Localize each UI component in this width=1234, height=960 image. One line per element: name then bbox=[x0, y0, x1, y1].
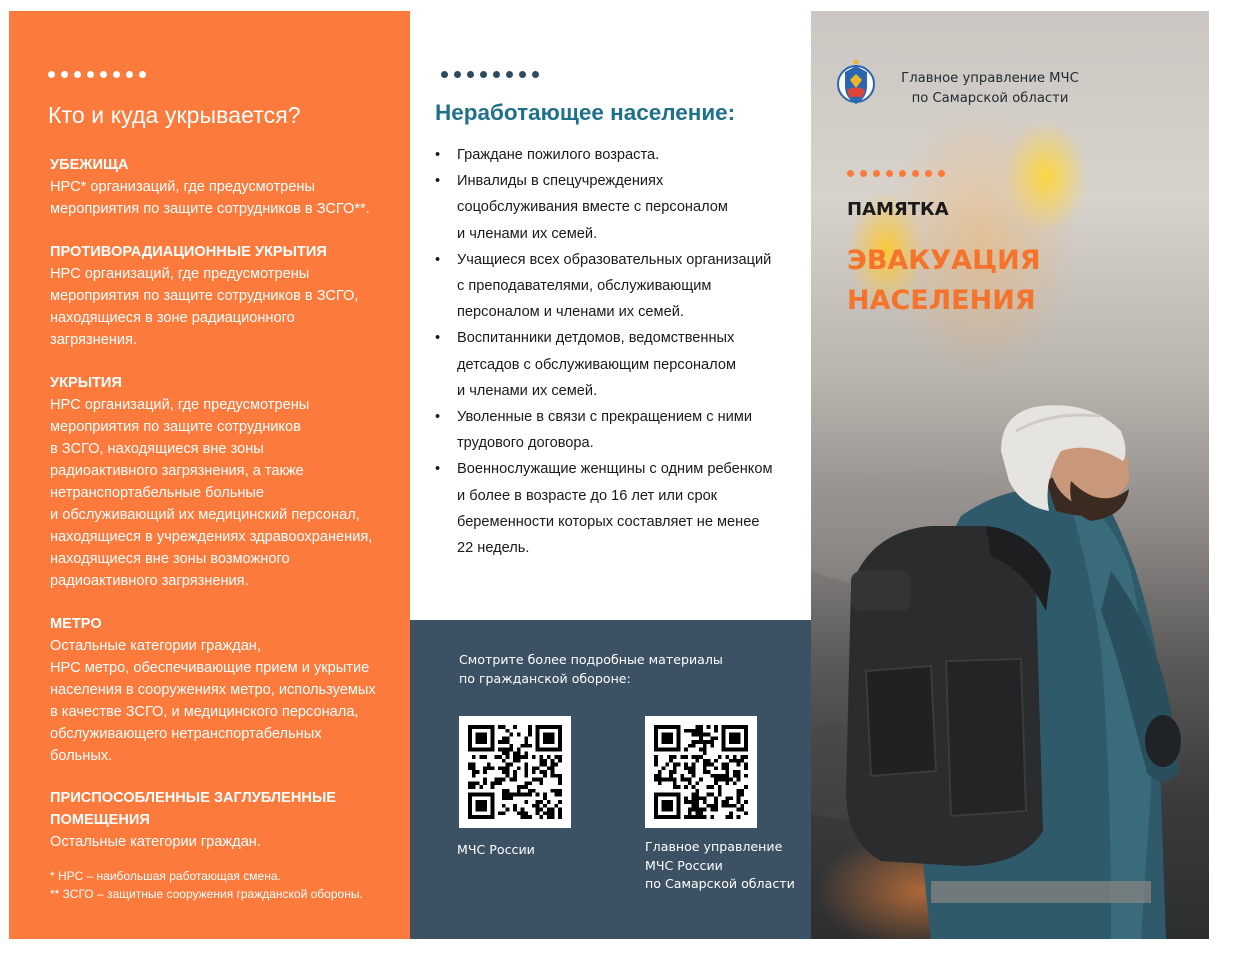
footnotes bbox=[50, 867, 363, 903]
qr-code-icon bbox=[654, 725, 748, 819]
section-text: Остальные категории граждан, НРС метро, обеспечивающие прием и укрытие населения в сооружениях метро, используемых в качестве ЗСГО, и медицинского персонала, обслуживающего нетранспортабельных больных. bbox=[50, 638, 376, 764]
decorative-dots bbox=[847, 170, 945, 177]
organization-name: Главное управление МЧС по Самарской области bbox=[901, 71, 1079, 106]
decorative-dots bbox=[441, 71, 539, 78]
section-heading: УКРЫТИЯ bbox=[50, 375, 122, 391]
left-panel-title: Кто и куда укрывается? bbox=[48, 102, 301, 128]
qr-intro-text: Смотрите более подробные материалы по гражданской обороне: bbox=[459, 652, 723, 686]
qr-caption: МЧС России bbox=[457, 842, 535, 857]
qr-code-icon bbox=[468, 725, 562, 819]
section-text: НРС* организаций, где предусмотрены мероприятия по защите сотрудников в ЗСГО**. bbox=[50, 179, 370, 217]
section-heading: МЕТРО bbox=[50, 616, 102, 632]
cover-panel bbox=[811, 11, 1209, 939]
section-text: НРС организаций, где предусмотрены мероприятия по защите сотрудников в ЗСГО, находящиеся в зоне радиационного загрязнения. bbox=[50, 266, 359, 348]
section-text: НРС организаций, где предусмотрены мероприятия по защите сотрудников в ЗСГО, находящиеся вне зоны радиоактивного загрязнения, а также нетранспортабельные больные и обслуживающий их медицинский персонал, находящиеся в учреждениях здравоохранения, находящиеся вне зоны возможного радиоактивного загрязнения. bbox=[50, 397, 373, 589]
list-item: • Военнослужащие женщины с одним ребенком и более в возрасте до 16 лет или срок беременности которых составляет не менее 22 недель. bbox=[435, 456, 800, 561]
mchs-emblem-icon bbox=[836, 58, 876, 110]
decorative-dots bbox=[48, 71, 146, 78]
cover-title: ЭВАКУАЦИЯ НАСЕЛЕНИЯ bbox=[847, 245, 1041, 316]
section-covers bbox=[50, 372, 395, 592]
section-anti-radiation-shelters bbox=[50, 241, 395, 351]
middle-panel-title: Неработающее население: bbox=[435, 100, 736, 125]
left-panel bbox=[9, 11, 410, 939]
qr-code-mchs-samara[interactable] bbox=[645, 716, 757, 828]
list-item: • Учащиеся всех образовательных организаций с преподавателями, обслуживающим персоналом и членами их семей. bbox=[435, 247, 800, 326]
list-item: • Воспитанники детдомов, ведомственных детсадов с обслуживающим персоналом и членами их семей. bbox=[435, 325, 800, 404]
section-shelters bbox=[50, 154, 395, 220]
list-item: • Граждане пожилого возраста. bbox=[435, 142, 800, 168]
qr-code-mchs-russia[interactable] bbox=[459, 716, 571, 828]
section-heading: УБЕЖИЩА bbox=[50, 157, 129, 173]
section-metro bbox=[50, 613, 395, 767]
footnote: ** ЗСГО – защитные сооружения гражданской обороны. bbox=[50, 887, 363, 901]
list-item: • Инвалиды в спецучреждениях соцобслуживания вместе с персоналом и членами их семей. bbox=[435, 168, 800, 247]
non-working-population-list bbox=[435, 142, 800, 561]
hiker-with-backpack-illustration bbox=[811, 11, 1209, 939]
section-text: Остальные категории граждан. bbox=[50, 834, 261, 850]
list-item: • Уволенные в связи с прекращением с ними трудового договора. bbox=[435, 404, 800, 456]
footnote: * НРС – наибольшая работающая смена. bbox=[50, 869, 281, 883]
section-underground-premises bbox=[50, 787, 395, 853]
section-heading: ПРОТИВОРАДИАЦИОННЫЕ УКРЫТИЯ bbox=[50, 244, 327, 260]
section-heading: ПРИСПОСОБЛЕННЫЕ ЗАГЛУБЛЕННЫЕ ПОМЕЩЕНИЯ bbox=[50, 790, 336, 828]
middle-panel bbox=[410, 11, 811, 939]
qr-codes-section bbox=[410, 620, 811, 939]
memo-label: ПАМЯТКА bbox=[847, 199, 949, 220]
qr-caption: Главное управление МЧС России по Самарской области bbox=[645, 839, 795, 891]
